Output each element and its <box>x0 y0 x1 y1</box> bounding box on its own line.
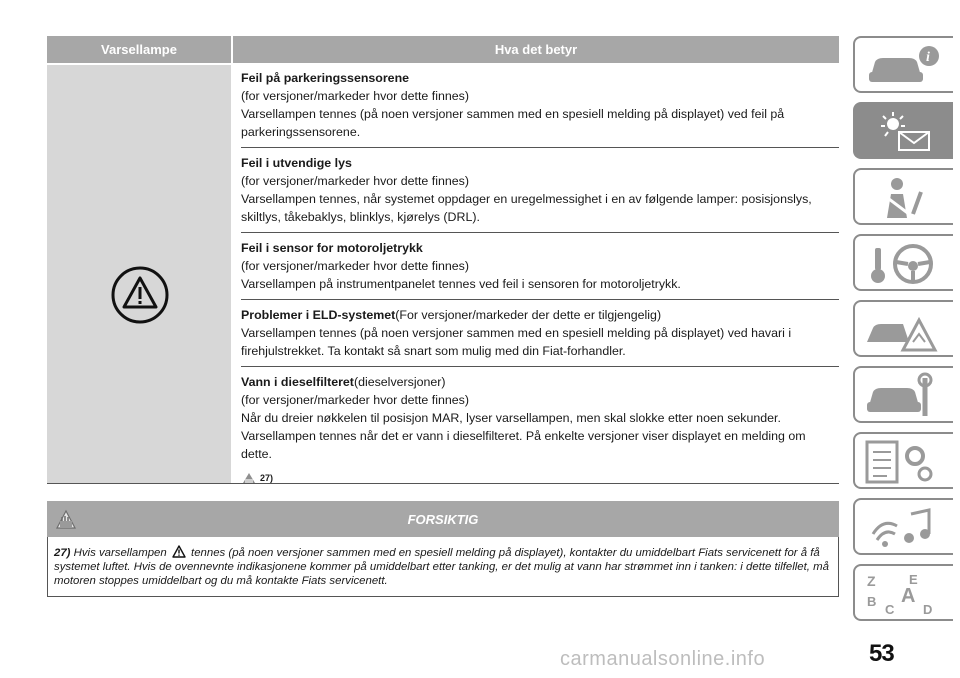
emergency-icon <box>863 306 947 354</box>
tab-car-info[interactable] <box>853 36 953 93</box>
key-steering-icon <box>863 240 947 288</box>
table-row: Feil i utvendige lys (for versjoner/markeder hvor dette finnes) Varsellampen tennes, når systemet oppdager en uregelmessighet i en av følgende lamper: posisjonslys, skiltlys, tåkebaklys, blinklys, kjørelys (DRL). <box>241 148 839 233</box>
svg-text:i: i <box>926 50 930 65</box>
svg-text:Z: Z <box>867 573 876 589</box>
svg-text:A: A <box>901 585 916 607</box>
tab-maintenance[interactable] <box>853 366 953 423</box>
svg-text:C: C <box>885 602 895 617</box>
warning-triangle-icon <box>172 545 186 558</box>
svg-text:D: D <box>923 602 933 617</box>
tab-warning-lights[interactable] <box>853 102 953 159</box>
meaning-rows <box>231 63 839 483</box>
tab-technical-data[interactable] <box>853 432 953 489</box>
tab-multimedia[interactable] <box>853 498 953 555</box>
header-warning-light: Varsellampe <box>101 42 177 57</box>
svg-text:E: E <box>909 572 918 587</box>
warning-lights-icon <box>863 108 947 156</box>
table-row: Feil på parkeringssensorene (for versjoner/markeder hvor dette finnes) Varsellampen tennes (på noen versjoner sammen med en spesiell melding på displayet) ved feil på parkeringssensorene. <box>241 63 839 148</box>
tab-safety[interactable] <box>853 168 953 225</box>
caution-hand-icon <box>241 471 257 485</box>
table-body <box>47 63 839 484</box>
index-icon <box>863 570 947 618</box>
maintenance-icon <box>863 372 947 420</box>
technical-data-icon <box>863 438 947 486</box>
safety-seat-icon <box>863 174 947 222</box>
multimedia-icon <box>863 504 947 552</box>
svg-text:B: B <box>867 594 877 609</box>
car-info-icon <box>863 42 947 90</box>
tab-emergency[interactable] <box>853 300 953 357</box>
table-row: Problemer i ELD-systemet(For versjoner/markeder der dette er tilgjengelig) Varsellampen tennes (på noen versjoner sammen med en spesiell melding på displayet) ved havari i firehjulstrekket. Ta kontakt så snart som mulig med din Fiat-forhandler. <box>241 300 839 367</box>
caution-header <box>47 501 839 537</box>
table-header <box>47 36 839 63</box>
tab-index[interactable] <box>853 564 953 621</box>
table-row: Vann i dieselfilteret(dieselversjoner) (for versjoner/markeder hvor dette finnes) Når du dreier nøkkelen til posisjon MAR, lyser varsellampen, men skal slokke etter noen sekunder. Varsellampen tennes når det er vann i dieselfilteret. På enkelte versjoner viser displayet en melding om dette. 27) <box>241 367 839 493</box>
caution-box <box>47 501 839 597</box>
watermark: carmanualsonline.info <box>560 648 766 670</box>
lamp-cell <box>47 63 231 483</box>
tab-starting-driving[interactable] <box>853 234 953 291</box>
caution-number: 27) <box>54 547 71 559</box>
footnote-reference[interactable]: 27) <box>241 469 839 487</box>
caution-text: 27) Hvis varsellampen tennes (på noen versjoner sammen med en spesiell melding på displayet), kontakter du umiddelbart Fiats servicenett for å få systemet luftet. Hvis de ovennevnte indikasjonene kommer på umiddelbart etter tanking, er det mulig at vann har strømmet inn i tanken: i dette tilfellet, må motoren stoppes umiddelbart og du må kontakte Fiats servicenett. <box>47 537 839 597</box>
warning-triangle-icon <box>110 265 170 325</box>
chapter-sidebar <box>853 36 953 630</box>
caution-title: FORSIKTIG <box>407 511 479 527</box>
page-number: 53 <box>869 640 894 667</box>
caution-hand-icon <box>53 506 79 532</box>
table-row: Feil i sensor for motoroljetrykk (for versjoner/markeder hvor dette finnes) Varsellampen på instrumentpanelet tennes ved feil i sensoren for motoroljetrykk. <box>241 233 839 300</box>
warning-light-table <box>47 36 839 484</box>
header-meaning: Hva det betyr <box>231 36 839 63</box>
